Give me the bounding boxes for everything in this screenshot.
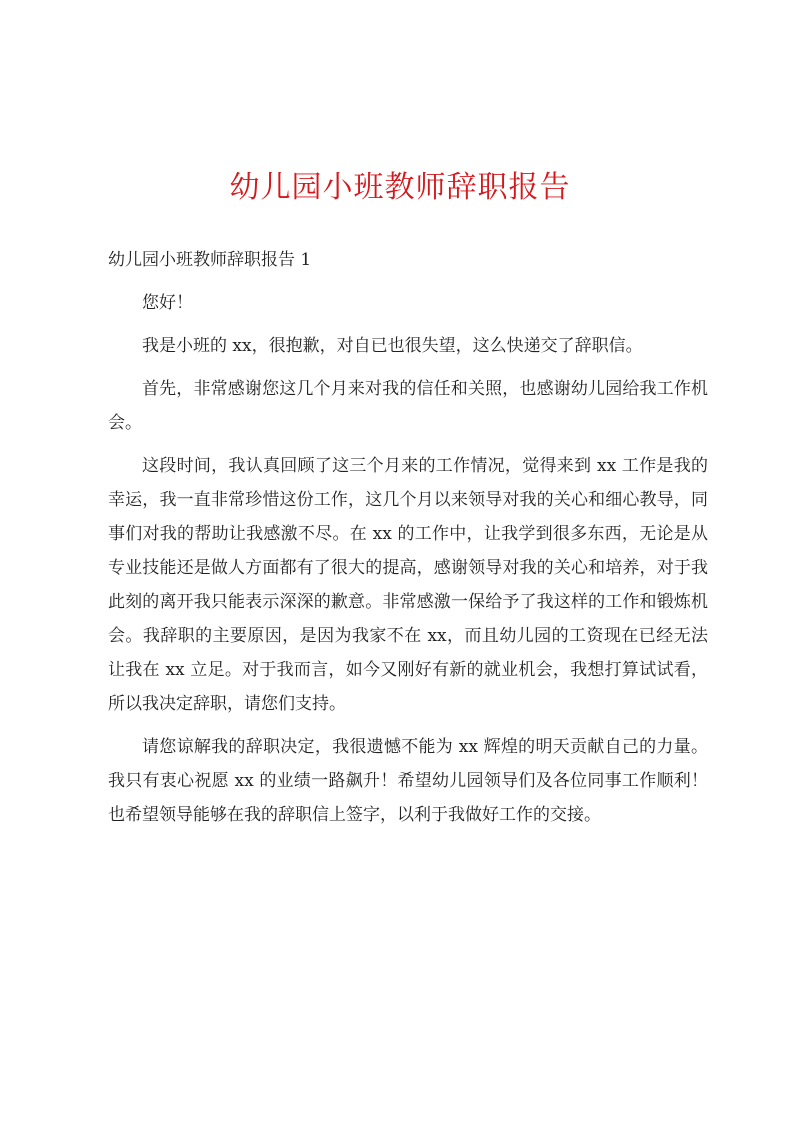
document-title: 幼儿园小班教师辞职报告 xyxy=(229,170,571,205)
greeting-paragraph: 您好！ xyxy=(142,293,193,313)
thanks-paragraph: 首先，非常感谢您这几个月来对我的信任和关照，也感谢幼儿园给我工作机会。 xyxy=(108,379,708,433)
reason-paragraph: 这段时间，我认真回顾了这三个月来的工作情况，觉得来到 xx 工作是我的幸运，我一直非常珍惜这份工作，这几个月以来领导对我的关心和细心教导，同事们对我的帮助让我感激不尽。在 xx 的工作中，让我学到很多东西，无论是从专业技能还是做人方面都有了很大的提高，感谢领导对我的关心和培养，对于我此刻的离开我只能表示深深的歉意。非常感激一保给予了我这样的工作和锻炼机会。我辞职的主要原因，是因为我家不在 xx，而且幼儿园的工资现在已经无法让我在 xx 立足。对于我而言，如今又刚好有新的就业机会，我想打算试试看，所以我决定辞职，请您们支持。 xyxy=(108,456,708,714)
document-subheading: 幼儿园小班教师辞职报告 1 xyxy=(108,250,312,270)
intro-paragraph: 我是小班的 xx，很抱歉，对自已也很失望，这么快递交了辞职信。 xyxy=(142,336,643,356)
closing-paragraph: 请您谅解我的辞职决定，我很遗憾不能为 xx 辉煌的明天贡献自己的力量。我只有衷心祝愿 xx 的业绩一路飙升！希望幼儿园领导们及各位同事工作顺利！也希望领导能够在我的辞职信上签字，以利于我做好工作的交接。 xyxy=(108,737,708,825)
document-body xyxy=(108,243,708,841)
